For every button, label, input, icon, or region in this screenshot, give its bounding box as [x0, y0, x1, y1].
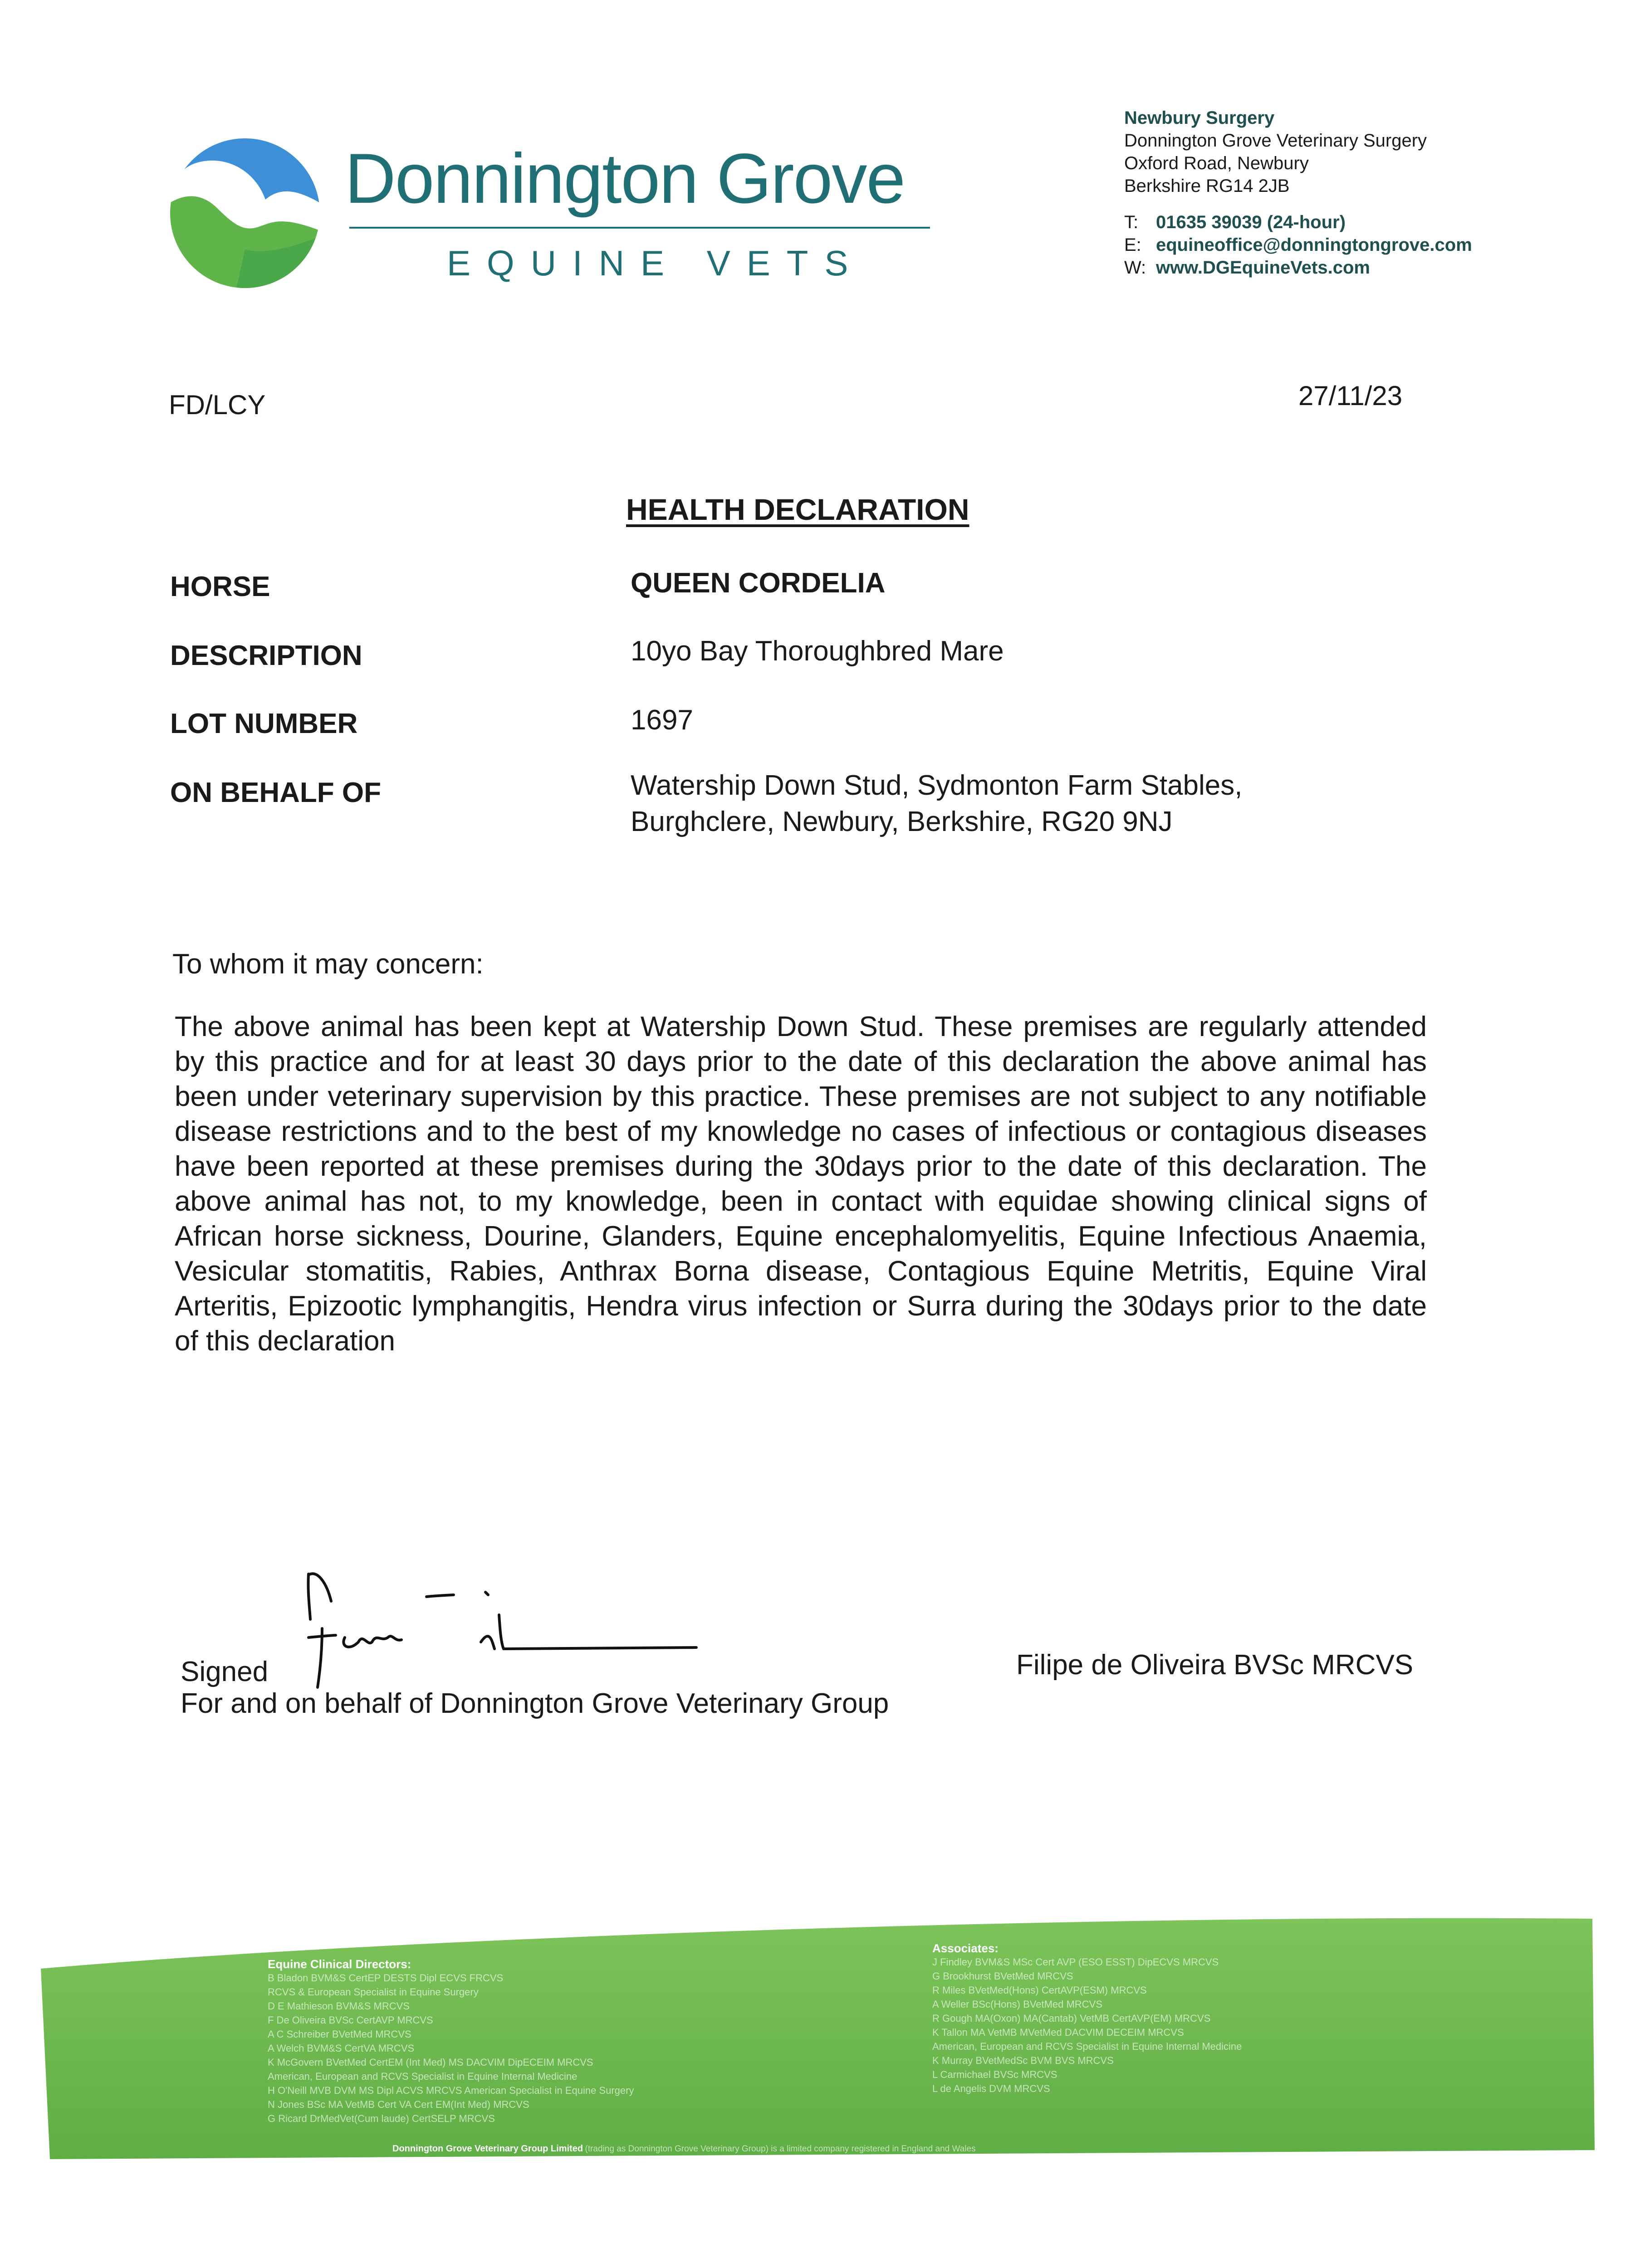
associates-heading: Associates:: [932, 1941, 999, 1955]
director-entry: K McGovern BVetMed CertEM (Int Med) MS DACVIM DipECEIM MRCVS: [268, 2057, 593, 2068]
director-entry: A Welch BVM&S CertVA MRCVS: [268, 2043, 415, 2054]
address-line: Oxford Road, Newbury: [1124, 153, 1309, 173]
director-entry: N Jones BSc MA VetMB Cert VA Cert EM(Int Med) MRCVS: [268, 2099, 529, 2110]
company-name: Donnington Grove Veterinary Group Limited: [392, 2144, 583, 2154]
web-label: W:: [1124, 258, 1146, 278]
brand-name: Donnington Grove: [345, 139, 905, 218]
document-title: HEALTH DECLARATION: [626, 493, 969, 526]
director-entry: H O'Neill MVB DVM MS Dipl ACVS MRCVS American Specialist in Equine Surgery: [268, 2085, 634, 2096]
reference-code: FD/LCY: [169, 390, 266, 420]
salutation: To whom it may concern:: [172, 948, 484, 980]
email-link[interactable]: equineoffice@donningtongrove.com: [1156, 235, 1472, 255]
director-entry: RCVS & European Specialist in Equine Surgery: [268, 1986, 479, 1998]
director-entry: American, European and RCVS Specialist in Equine Internal Medicine: [268, 2071, 578, 2082]
company-registration-line: [392, 2142, 976, 2156]
brand-subtitle: EQUINE VETS: [447, 243, 865, 283]
director-entry: A C Schreiber BVetMed MRCVS: [268, 2028, 411, 2040]
email-label: E:: [1124, 235, 1141, 255]
phone-label: T:: [1124, 212, 1139, 232]
field-value-description: 10yo Bay Thoroughbred Mare: [631, 635, 1004, 667]
associate-entry: L de Angelis DVM MRCVS: [932, 2083, 1050, 2094]
field-value-on-behalf-of-line: Burghclere, Newbury, Berkshire, RG20 9NJ: [631, 806, 1173, 837]
director-entry: B Bladon BVM&S CertEP DESTS Dipl ECVS FRCVS: [268, 1972, 504, 1984]
director-entry: F De Oliveira BVSc CertAVP MRCVS: [268, 2014, 433, 2026]
signed-on-behalf: For and on behalf of Donnington Grove Veterinary Group: [181, 1688, 889, 1719]
associate-entry: K Murray BVetMedSc BVM BVS MRCVS: [932, 2055, 1114, 2066]
web-link[interactable]: www.DGEquineVets.com: [1156, 258, 1370, 278]
declaration-body: The above animal has been kept at Watership Down Stud. These premises are regularly attended by this practice and for at least 30 days prior to the date of this declaration the above animal has been under veterinary supervision by this practice. These premises are not subject to any notifiable disease restrictions and to the best of my knowledge no cases of infectious or contagious diseases have been reported at these premises during the 30days prior to the date of this declaration. The above animal has not, to my knowledge, been in contact with equidae showing clinical signs of African horse sickness, Dourine, Glanders, Equine encephalomyelitis, Equine Infectious Anaemia, Vesicular stomatitis, Rabies, Anthrax Borna disease, Contagious Equine Metritis, Equine Viral Arteritis, Epizootic lymphangitis, Hendra virus infection or Surra during the 30days prior to the date of this declaration: [175, 1011, 1427, 1357]
handwritten-signature: [290, 1551, 699, 1701]
field-value-horse: QUEEN CORDELIA: [631, 567, 886, 599]
director-entry: G Ricard DrMedVet(Cum laude) CertSELP MRCVS: [268, 2113, 495, 2124]
associate-entry: American, European and RCVS Specialist in Equine Internal Medicine: [932, 2041, 1242, 2052]
directors-heading: Equine Clinical Directors:: [268, 1957, 411, 1971]
associate-entry: K Tallon MA VetMB MVetMed DACVIM DECEIM MRCVS: [932, 2027, 1184, 2038]
field-label-on-behalf-of: ON BEHALF OF: [170, 777, 381, 808]
brand-divider: [349, 227, 930, 229]
associate-entry: J Findley BVM&S MSc Cert AVP (ESO ESST) DipECVS MRCVS: [932, 1956, 1219, 1968]
associates-list: [932, 1955, 1242, 2096]
associate-entry: A Weller BSc(Hons) BVetMed MRCVS: [932, 1999, 1102, 2010]
associate-entry: R Miles BVetMed(Hons) CertAVP(ESM) MRCVS: [932, 1984, 1147, 1996]
director-entry: D E Mathieson BVM&S MRCVS: [268, 2000, 410, 2012]
address-line: Donnington Grove Veterinary Surgery: [1124, 131, 1427, 151]
company-registration-details: Registration Number 08545050 Registered Office The Chocolate Factory, Keynsham, Bristol BS31 2AU Tel 01225 481320 VAT Number 115 1416 58: [399, 2160, 965, 2170]
surgery-name: Newbury Surgery: [1124, 108, 1275, 128]
directors-list: [268, 1971, 634, 2126]
field-value-on-behalf-of-line: Watership Down Stud, Sydmonton Farm Stables,: [631, 770, 1243, 801]
associate-entry: L Carmichael BVSc MRCVS: [932, 2069, 1057, 2080]
field-label-horse: HORSE: [170, 571, 270, 602]
phone-number[interactable]: 01635 39039 (24-hour): [1156, 212, 1346, 232]
associate-entry: G Brookhurst BVetMed MRCVS: [932, 1970, 1073, 1982]
signatory-name: Filipe de Oliveira BVSc MRCVS: [1016, 1649, 1414, 1681]
company-trading-note: (trading as Donnington Grove Veterinary Group) is a limited company registered in England and Wales: [585, 2144, 976, 2154]
practice-logo-mark: [168, 136, 322, 290]
associate-entry: R Gough MA(Oxon) MA(Cantab) VetMB CertAVP(EM) MRCVS: [932, 2013, 1211, 2024]
field-label-lot-number: LOT NUMBER: [170, 708, 358, 739]
signed-label: Signed: [181, 1656, 269, 1687]
field-value-lot-number: 1697: [631, 704, 693, 736]
address-line: Berkshire RG14 2JB: [1124, 176, 1290, 196]
field-label-description: DESCRIPTION: [170, 640, 362, 671]
document-date: 27/11/23: [1298, 381, 1403, 411]
